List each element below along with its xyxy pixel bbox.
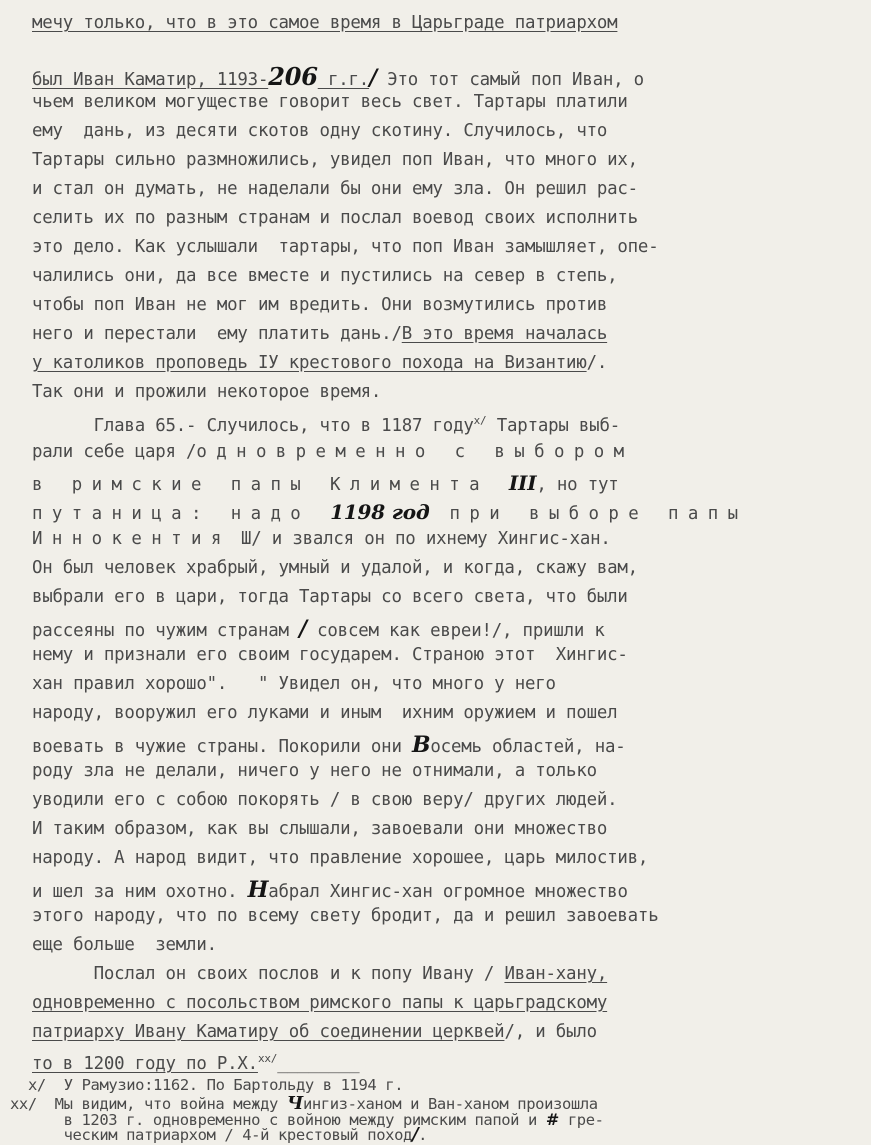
text-line: и стал он думать, не наделали бы они ему зла. Он решил рас- <box>32 179 638 199</box>
text-line: роду зла не делали, ничего у него не отнимали, а только <box>32 761 597 781</box>
handwritten-mark: / <box>299 616 307 642</box>
text-line: выбрали его в цари, тогда Тартары со всего света, что были <box>32 587 628 607</box>
text-line: у католиков проповедь IУ крестового похода на Византию/. <box>32 353 608 373</box>
text-line: патриарху Ивану Каматиру об соединении церквей/, и было <box>32 1022 597 1042</box>
text-line: хан правил хорошо". " Увидел он, что много у него <box>32 674 556 694</box>
text-line: чалились они, да все вместе и пустились на север в степь, <box>32 266 618 286</box>
footnote: xx/ Мы видим, что война между Чингиз-ханом и Ван-ханом произошла <box>10 1093 598 1114</box>
text-line: этого народу, что по всему свету бродит, да и решил завоевать <box>32 906 659 926</box>
text-line: это дело. Как услышали тартары, что поп Иван замышляет, опе- <box>32 237 659 257</box>
text-line: чтобы поп Иван не мог им вредить. Они возмутились против <box>32 295 608 315</box>
text-line: Тартары сильно размножились, увидел поп Иван, что много их, <box>32 150 638 170</box>
text-line: нему и признали его своим государем. Страною этот Хингис- <box>32 645 628 665</box>
handwritten-mark: # <box>545 1110 559 1129</box>
footnote: в 1203 г. одновременно с войною между римским папой и # гре- <box>10 1110 604 1129</box>
text-line: рассеяны по чужим странам / совсем как евреи!/, пришли к <box>32 616 605 642</box>
text-line: то в 1200 году по Р.Х.$^{xx/}$________ <box>32 1052 360 1074</box>
text-line: селить их по разным странам и послал воевод своих исполнить <box>32 208 638 228</box>
text-line: рали себе царя /одновременно с выбором <box>32 442 634 462</box>
text-line: него и перестали ему платить дань./В это время началась <box>32 324 608 344</box>
text-line: воевать в чужие страны. Покорили они Восемь областей, на- <box>32 732 626 758</box>
text-line: народу. А народ видит, что правление хорошее, царь милостив, <box>32 848 649 868</box>
text-line: Послал он своих послов и к попу Ивану / Иван-хану, <box>32 964 608 984</box>
text-line: был Иван Каматир, 1193-206 г.г./ Это тот самый поп Иван, о <box>32 62 644 91</box>
handwritten-mark: / <box>411 1124 419 1145</box>
text-line: Он был человек храбрый, умный и удалой, и когда, скажу вам, <box>32 558 638 578</box>
handwritten-correction: Н <box>247 877 269 903</box>
text-line: и шел за ним охотно. Набрал Хингис-хан огромное множество <box>32 877 628 903</box>
handwritten-correction: Ч <box>286 1093 303 1114</box>
text-line: народу, вооружил его луками и иным ихним оружием и пошел <box>32 703 618 723</box>
footnote: x/ У Рамузио:1162. По Бартольду в 1194 г. <box>28 1076 404 1094</box>
text-line: в римские папы Климента III, но тут <box>32 471 619 495</box>
text-line: еще больше земли. <box>32 935 217 955</box>
handwritten-correction: III <box>508 471 537 495</box>
footnote: ческим патриархом / 4-й крестовый поход/. <box>10 1124 428 1145</box>
text-line: И таким образом, как вы слышали, завоевали они множество <box>32 819 608 839</box>
text-line: уводили его с собою покорять / в свою веру/ других людей. <box>32 790 618 810</box>
handwritten-correction: В <box>412 732 431 758</box>
text-line: Так они и прожили некоторое время. <box>32 382 382 402</box>
handwritten-mark: / <box>369 65 377 91</box>
text-line: одновременно с посольством римского папы к царьградскому <box>32 993 608 1013</box>
text-line: мечу только, что в это самое время в Царьграде патриархом <box>32 13 618 33</box>
handwritten-correction: 1198 год <box>330 500 430 524</box>
text-line: ему дань, из десяти скотов одну скотину. Случилось, что <box>32 121 608 141</box>
text-line: Иннокентия Ш/ и звался он по ихнему Хингис-хан. <box>32 529 611 549</box>
handwritten-correction: 206 <box>268 62 318 91</box>
text-line: путаница: надо 1198 год при выборе папы <box>32 500 748 524</box>
text-line: Глава 65.- Случилось, что в 1187 году$^{x/}$ Тартары выб- <box>32 414 620 436</box>
text-line: чьем великом могуществе говорит весь свет. Тартары платили <box>32 92 628 112</box>
